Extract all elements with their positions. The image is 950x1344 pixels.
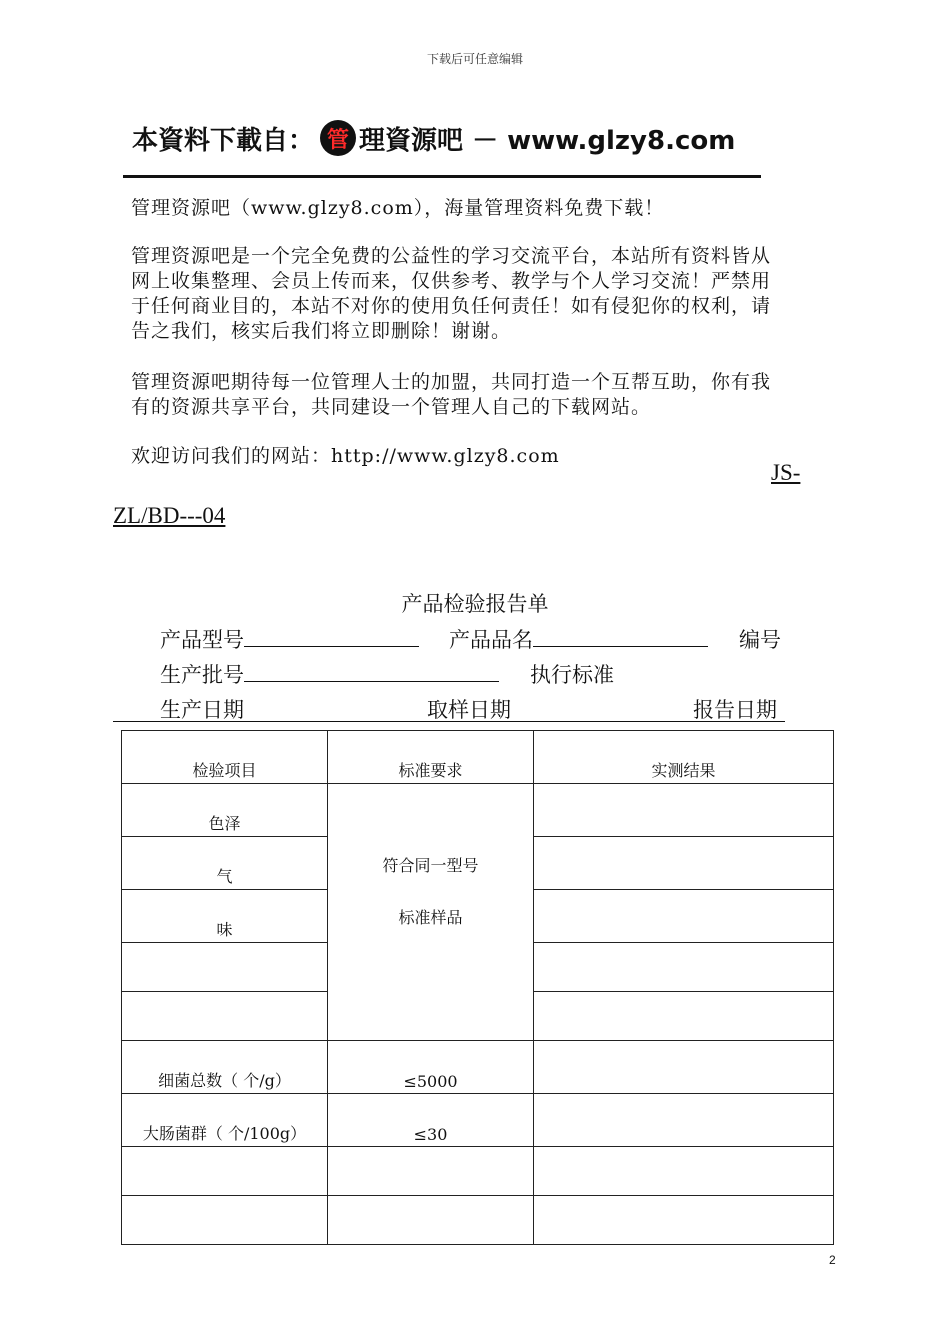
item-cell[interactable] bbox=[122, 1147, 328, 1196]
product-name-label: 产品品名 bbox=[449, 628, 533, 652]
page-header-note: 下载后可任意编辑 bbox=[426, 52, 523, 66]
serial-label: 编号 bbox=[739, 628, 781, 652]
item-cell[interactable] bbox=[122, 1196, 328, 1245]
item-cell: 味 bbox=[122, 890, 328, 943]
banner-paragraph-3: 管理资源吧期待每一位管理人士的加盟，共同打造一个互帮互助，你有我有的资源共享平台，共同建设一个管理人自己的下载网站。 bbox=[131, 371, 772, 418]
banner-divider bbox=[123, 175, 761, 178]
standard-cell: ≤5000 bbox=[328, 1041, 534, 1094]
result-cell[interactable] bbox=[534, 992, 834, 1041]
table-row bbox=[122, 1147, 834, 1196]
table-row bbox=[122, 784, 834, 837]
table-row bbox=[122, 1094, 834, 1147]
batch-blank bbox=[244, 659, 499, 682]
standard-cell[interactable] bbox=[328, 1196, 534, 1245]
item-cell[interactable] bbox=[122, 943, 328, 992]
item-cell: 大肠菌群（ 个/100g） bbox=[122, 1094, 328, 1147]
product-model-label: 产品型号 bbox=[160, 628, 244, 652]
product-model-blank bbox=[244, 624, 419, 647]
batch-label: 生产批号 bbox=[160, 663, 244, 687]
merged-standard-line1: 符合同一型号 bbox=[382, 856, 479, 875]
product-model-field bbox=[160, 624, 419, 654]
header-standard: 标准要求 bbox=[328, 731, 534, 784]
product-name-blank bbox=[533, 624, 708, 647]
sampling-date-label: 取样日期 bbox=[427, 698, 511, 722]
header-result: 实测结果 bbox=[534, 731, 834, 784]
banner-paragraph-2: 管理资源吧是一个完全免费的公益性的学习交流平台，本站所有资料皆从网上收集整理、会员上传而来，仅供参考、教学与个人学习交流！严禁用于任何商业目的，本站不对你的使用负任何责任！如有侵犯你的权利，请告之我们，核实后我们将立即删除！谢谢。 bbox=[131, 245, 772, 342]
banner-title bbox=[132, 118, 735, 158]
inspection-table bbox=[121, 730, 834, 1245]
banner-title-left: 本資料下載自： bbox=[132, 125, 315, 156]
merged-standard-cell bbox=[328, 784, 534, 1041]
doc-number-part1: JS- bbox=[771, 460, 801, 485]
standard-cell[interactable] bbox=[328, 1147, 534, 1196]
table-header-row bbox=[122, 731, 834, 784]
banner-title-right: 理資源吧 － www.glzy8.com bbox=[359, 125, 736, 156]
item-cell: 细菌总数（ 个/g） bbox=[122, 1041, 328, 1094]
banner-paragraph-1: 管理资源吧（www.glzy8.com），海量管理资料免费下载！ bbox=[131, 197, 665, 219]
doc-number-part2: ZL/BD---04 bbox=[113, 503, 226, 528]
result-cell[interactable] bbox=[534, 1094, 834, 1147]
result-cell[interactable] bbox=[534, 1196, 834, 1245]
item-cell: 气 bbox=[122, 837, 328, 890]
page-number: 2 bbox=[829, 1253, 836, 1267]
form-title: 产品检验报告单 bbox=[401, 592, 549, 616]
item-cell: 色泽 bbox=[122, 784, 328, 837]
result-cell[interactable] bbox=[534, 784, 834, 837]
report-date-label: 报告日期 bbox=[693, 698, 777, 722]
product-name-field bbox=[449, 624, 708, 654]
standard-label: 执行标准 bbox=[530, 663, 614, 687]
table-row bbox=[122, 1196, 834, 1245]
result-cell[interactable] bbox=[534, 1041, 834, 1094]
item-cell[interactable] bbox=[122, 992, 328, 1041]
logo-icon: 管 bbox=[320, 120, 356, 156]
merged-standard-line2: 标准样品 bbox=[398, 908, 463, 927]
standard-cell: ≤30 bbox=[328, 1094, 534, 1147]
table-row bbox=[122, 1041, 834, 1094]
result-cell[interactable] bbox=[534, 890, 834, 943]
production-date-label: 生产日期 bbox=[160, 698, 244, 722]
header-item: 检验项目 bbox=[122, 731, 328, 784]
banner-paragraph-4: 欢迎访问我们的网站：http://www.glzy8.com bbox=[131, 445, 560, 467]
batch-field bbox=[160, 659, 499, 689]
result-cell[interactable] bbox=[534, 943, 834, 992]
result-cell[interactable] bbox=[534, 837, 834, 890]
result-cell[interactable] bbox=[534, 1147, 834, 1196]
